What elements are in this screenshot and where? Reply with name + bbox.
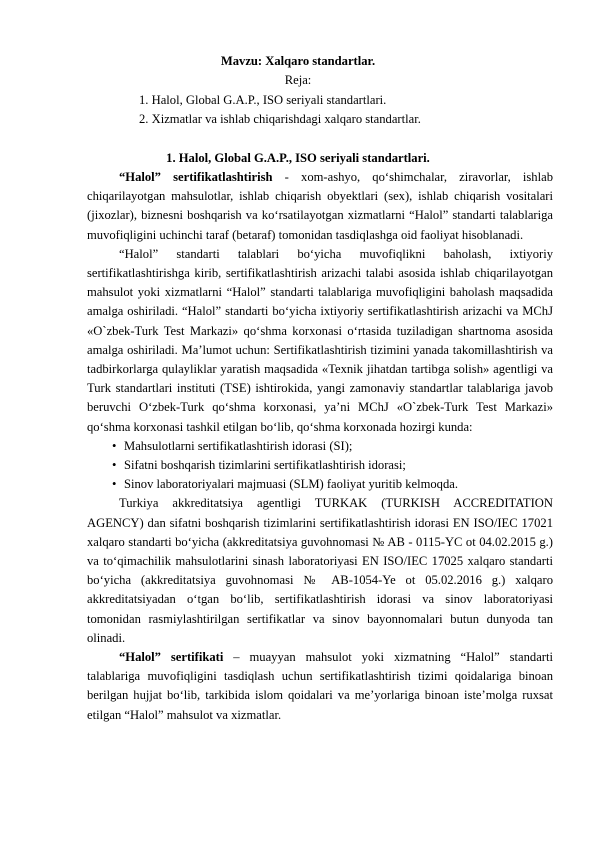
paragraph-halol-certification: [87, 168, 553, 245]
paragraph-conformity-assessment: “Halol” standarti talablari bo‘yicha muvofiqlikni baholash, ixtiyoriy sertifikatlashtirishga kirib, sertifikatlashtirish arizachi talabi asosida ishlab chiqarilayotgan mahsulot yoki xizmatlarni “Halol” standarti talablariga muvofiqligini baholash maqsadida amalga oshiriladi. “Halol” standarti bo‘yicha ixtiyoriy sertifikatlashtirish arizachi va MChJ «O`zbek-Turk Test Markazi» qo‘shma korxonasi o‘rtasida tuziladigan shartnoma asosida amalga oshiriladi. Ma’lumot uchun: Sertifikatlashtirish tizimini yanada takomillashtirish va tadbirkorlarga qulayliklar yaratish maqsadida «Texnik jihatdan tartibga solish» agentligi va Turk standartlari instituti (TSE) ishtirokida, yangi zamonaviy standartlar talablariga javob beruvchi O‘zbek-Turk qo‘shma korxonasi, ya’ni MChJ «O`zbek-Turk Test Markazi» qo‘shma korxonasi tashkil etilgan bo‘lib, qo‘shma korxonada hozirgi kunda:: [87, 246, 553, 434]
paragraph-accreditation: Turkiya akkreditatsiya agentligi TURKAK (TURKISH ACCREDITATION AGENCY) dan sifatni boshqarish tizimlarini sertifikatlashtirish idorasi EN ISO/IEC 17021 xalqaro standarti bo‘yicha (akkreditatsiya guvohnomasi № AB - 0115-YC ot 04.02.2015 g.) va to‘qimachilik mahsulotlarini sinash laboratoriyasi EN ISO/IEC 17025 xalqaro standarti bo‘yicha (akkreditatsiya guvohnomasi № AB-1054-Ye ot 05.02.2016 g.) xalqaro akkreditatsiyadan o‘tgan bo‘lib, sertifikatlashtirish idorasi va sinov laboratoriyasi tomonidan rasmiylashtirilgan sertifikatlar va sinov bayonnomalari butun dunyoda tan olinadi.: [87, 496, 553, 645]
bullet-icon: •: [112, 438, 117, 453]
list-item: [87, 456, 553, 475]
list-item: [87, 475, 553, 494]
bullet-icon: •: [112, 477, 117, 492]
term-bold: “Halol” sertifikatlashtirish: [119, 170, 273, 184]
plan-item: 2. Xizmatlar va ishlab chiqarishdagi xalqaro standartlar.: [139, 112, 421, 126]
plan-heading: Reja:: [284, 73, 312, 87]
body-text: [87, 168, 553, 725]
bullet-list: [87, 437, 553, 495]
list-item-text: Mahsulotlarni sertifikatlashtirish idorasi (SI);: [124, 438, 353, 453]
paragraph-halol-certificate: [87, 648, 553, 725]
list-item: [87, 437, 553, 456]
document-title: Mavzu: Xalqaro standartlar.: [220, 54, 376, 68]
section-heading: 1. Halol, Global G.A.P., ISO seriyali standartlari.: [166, 151, 430, 165]
list-item-text: Sifatni boshqarish tizimlarini sertifikatlashtirish idorasi;: [124, 458, 406, 473]
term-bold: “Halol” sertifikati: [119, 650, 224, 665]
paragraph-text: – muayyan mahsulot yoki xizmatning “Halol” standarti talablariga muvofiqligini tasdiqlash uchun sertifikatlashtirish tizimi qoidalariga binoan berilgan hujjat bo‘lib, tarkibida islom qoidalari va me’yorlariga binoan iste’molga ruxsat etilgan “Halol” mahsulot va xizmatlar.: [87, 650, 553, 722]
list-item-text: Sinov laboratoriyalari majmuasi (SLM) faoliyat yuritib kelmoqda.: [124, 477, 459, 492]
bullet-icon: •: [112, 458, 117, 473]
plan-item: 1. Halol, Global G.A.P., ISO seriyali standartlari.: [139, 93, 387, 107]
paragraph-text: - xom-ashyo, qo‘shimchalar, ziravorlar, ishlab chiqarilayotgan mahsulotlar, ishlab chiqarish obyektlari (sex), ishlab chiqarish vositalari (jixozlar), biznesni boshqarish va ko‘rsatilayotgan xizmatlarni “Halol” standarti talablariga muvofiqligini uchinchi taraf (betaraf) tomonidan tasdiqlashga oid faoliyat hisoblanadi.: [87, 170, 553, 242]
